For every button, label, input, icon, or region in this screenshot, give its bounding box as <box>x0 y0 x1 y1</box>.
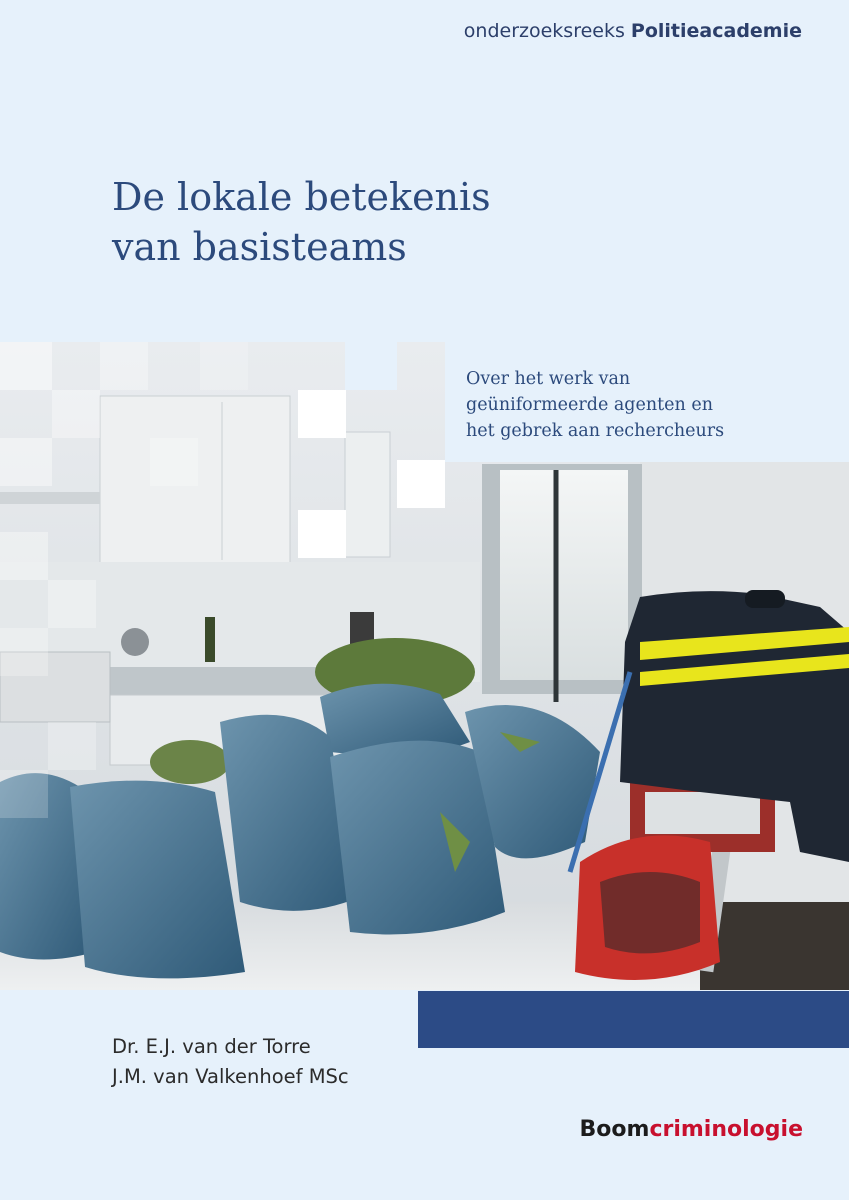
series-label <box>464 20 802 42</box>
book-subtitle <box>466 366 724 444</box>
publisher-logo <box>580 1117 803 1142</box>
subtitle-line-3: het gebrek aan rechercheurs <box>466 421 725 441</box>
series-name: Politieacademie <box>630 20 802 42</box>
author-2: J.M. van Valkenhoef MSc <box>112 1065 349 1088</box>
publisher-name: Boom <box>579 1117 650 1142</box>
authors <box>112 1032 349 1092</box>
author-1: Dr. E.J. van der Torre <box>112 1035 311 1058</box>
subtitle-line-1: Over het werk van <box>466 369 631 389</box>
accent-bar <box>418 991 849 1048</box>
title-line-2: van basisteams <box>112 225 407 269</box>
publisher-imprint: criminologie <box>649 1117 803 1142</box>
book-title <box>112 172 491 272</box>
subtitle-line-2: geüniformeerde agenten en <box>466 395 713 415</box>
title-line-1: De lokale betekenis <box>112 175 491 219</box>
series-prefix: onderzoeksreeks <box>463 20 625 42</box>
